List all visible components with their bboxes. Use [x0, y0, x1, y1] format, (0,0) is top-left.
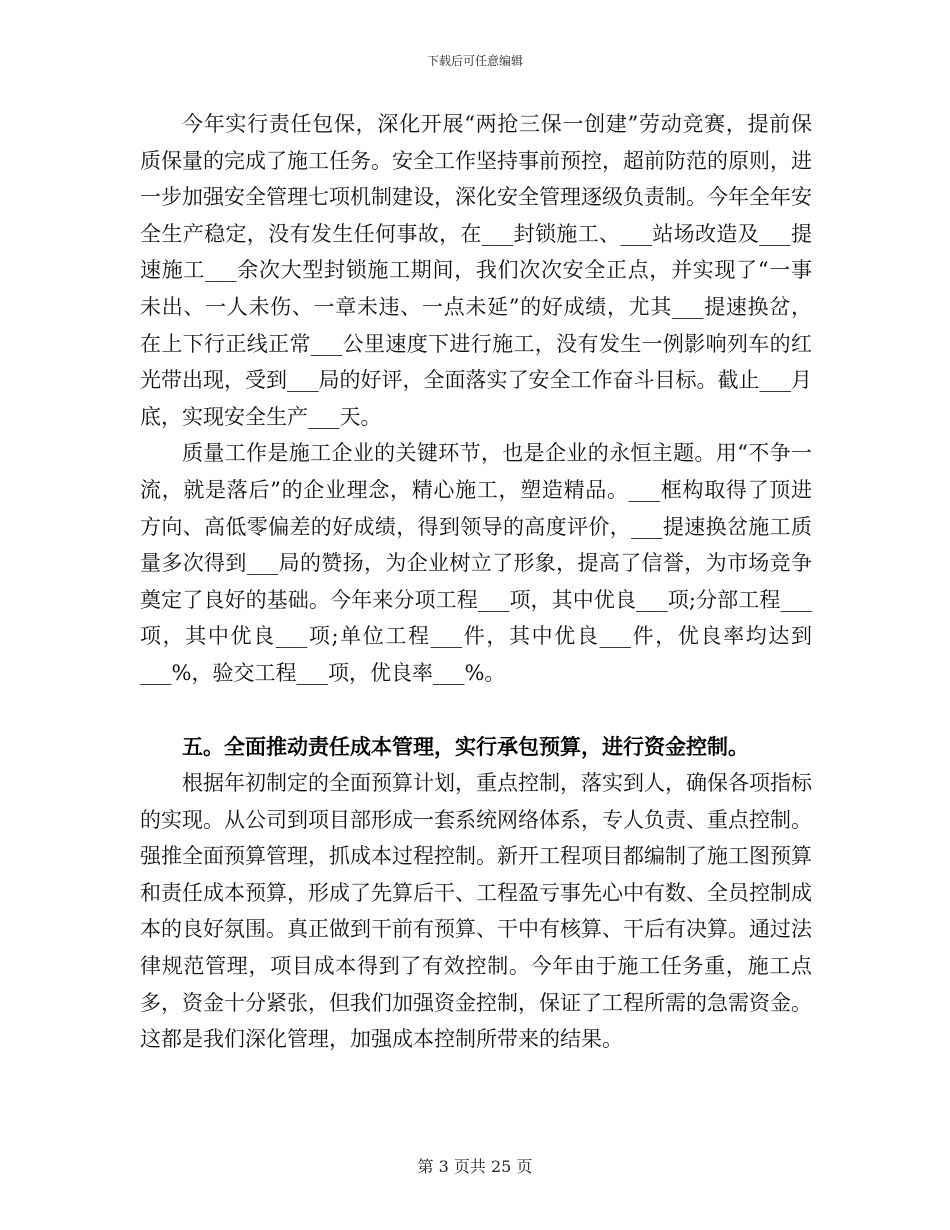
section-heading: 五。全面推动责任成本管理，实行承包预算，进行资金控制。	[182, 734, 749, 759]
document-body	[140, 106, 812, 1058]
paragraph-quality: 质量工作是施工企业的关键环节，也是企业的永恒主题。用“不争一流，就是落后”的企业理念，精心施工，塑造精品。___框构取得了顶进方向、高低零偏差的好成绩，得到领导的高度评价，___提速换岔施工质量多次得到___局的赞扬，为企业树立了形象，提高了信誉，为市场竞争奠定了良好的基础。今年来分项工程___项，其中优良___项;分部工程___项，其中优良___项;单位工程___件，其中优良___件，优良率均达到___%，验交工程___项，优良率___%。	[140, 441, 812, 685]
paragraph-safety: 今年实行责任包保，深化开展“两抢三保一创建”劳动竞赛，提前保质保量的完成了施工任务。安全工作坚持事前预控，超前防范的原则，进一步加强安全管理七项机制建设，深化安全管理逐级负责制。今年全年安全生产稳定，没有发生任何事故，在___封锁施工、___站场改造及___提速施工___余次大型封锁施工期间，我们次次安全正点，并实现了“一事未出、一人未伤、一章未违、一点未延”的好成绩，尤其___提速换岔，在上下行正线正常___公里速度下进行施工，没有发生一例影响列车的红光带出现，受到___局的好评，全面落实了安全工作奋斗目标。截止___月底，实现安全生产___天。	[140, 112, 812, 429]
page-header: 下载后可任意编辑	[426, 54, 523, 68]
page-footer: 第 3 页共 25 页	[417, 1157, 533, 1176]
paragraph-budget: 根据年初制定的全面预算计划，重点控制，落实到人，确保各项指标的实现。从公司到项目部形成一套系统网络体系，专人负责、重点控制。强推全面预算管理，抓成本过程控制。新开工程项目都编制了施工图预算和责任成本预算，形成了先算后干、工程盈亏事先心中有数、全员控制成本的良好氛围。真正做到干前有预算、干中有核算、干后有决算。通过法律规范管理，项目成本得到了有效控制。今年由于施工任务重，施工点多，资金十分紧张，但我们加强资金控制，保证了工程所需的急需资金。这都是我们深化管理，加强成本控制所带来的结果。	[140, 771, 812, 1052]
